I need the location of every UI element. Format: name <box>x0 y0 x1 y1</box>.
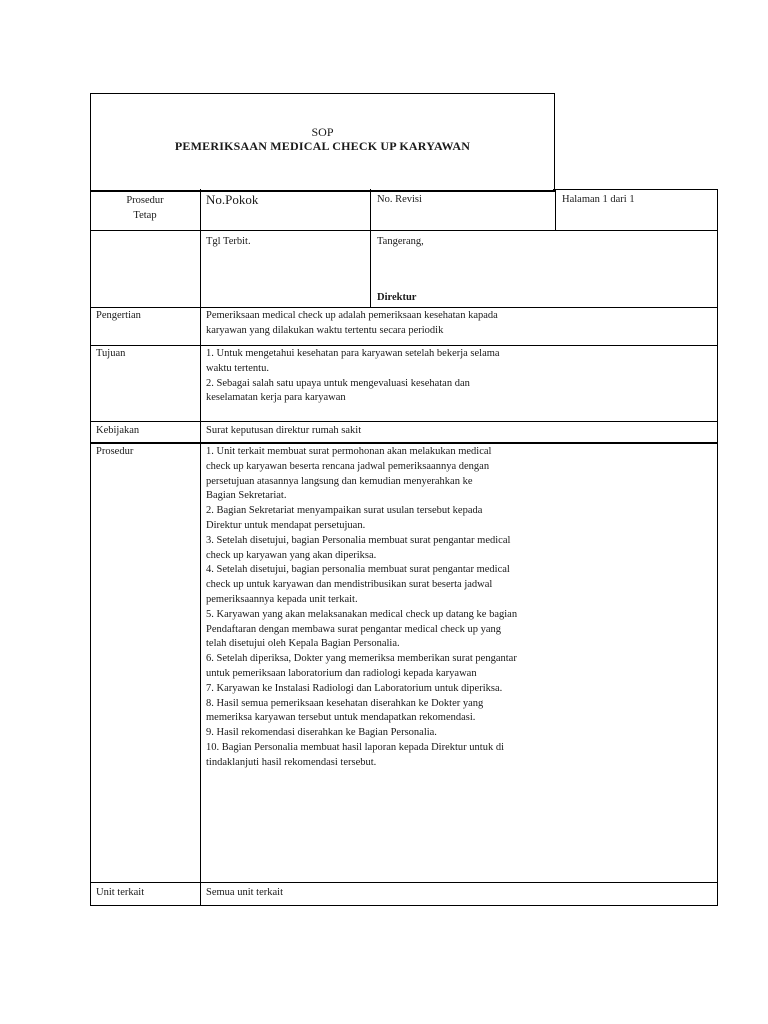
no-pokok-label: No.Pokok <box>206 192 259 207</box>
prosedur-text: 1. Unit terkait membuat surat permohonan akan melakukan medical check up karyawan beserta rencana jadwal pemeriksaannya dengan persetujuan atasannya langsung dan kemudian menyerahkan ke Bagian Sekretariat. 2. Bagian Sekretariat menyampaikan surat usulan tersebut kepada Direktur untuk mendapat persetujuan. 3. Setelah disetujui, bagian Personalia membuat surat pengantar medical check up karyawan yang akan diperiksa. 4. Setelah disetujui, bagian personalia membuat surat pengantar medical check up untuk karyawan dan mendistribusikan surat beserta jadwal pemeriksaannya kepada unit terkait. 5. Karyawan yang akan melaksanakan medical check up datang ke bagian Pendaftaran dengan membawa surat pengantar medical check up yang telah disetujui oleh Kepala Bagian Personalia. 6. Setelah diperiksa, Dokter yang memeriksa memberikan surat pengantar untuk pemeriksaan laboratorium dan radiologi kepada karyawan 7. Karyawan ke Instalasi Radiologi dan Laboratorium untuk diperiksa. 8. Hasil semua pemeriksaan kesehatan diserahkan ke Dokter yang memeriksa karyawan tersebut untuk mendapatkan rekomendasi. 9. Hasil rekomendasi diserahkan ke Bagian Personalia. 10. Bagian Personalia membuat hasil laporan kepada Direktur untuk di tindaklanjuti hasil rekomendasi tersebut. <box>206 446 518 768</box>
kebijakan-text: Surat keputusan direktur rumah sakit <box>206 425 362 436</box>
row-line <box>553 189 718 190</box>
tangerang-label: Tangerang, <box>377 236 424 247</box>
kebijakan-label: Kebijakan <box>96 425 140 436</box>
col-line <box>555 189 556 231</box>
row-line <box>90 442 718 444</box>
row-line <box>90 307 718 308</box>
row-line <box>90 345 718 346</box>
row-line <box>90 905 718 906</box>
direktur-label: Direktur <box>377 292 417 303</box>
pengertian-label: Pengertian <box>96 310 141 321</box>
pengertian-text: Pemeriksaan medical check up adalah pemeriksaan kesehatan kapada karyawan yang dilakukan waktu tertentu secara periodik <box>206 310 498 336</box>
row-line <box>90 421 718 422</box>
prosedur-label: Prosedur <box>96 446 134 457</box>
document-title: PEMERIKSAAN MEDICAL CHECK UP KARYAWAN <box>174 139 471 153</box>
halaman-label: Halaman 1 dari 1 <box>562 194 635 205</box>
row-line <box>90 882 718 883</box>
col-line <box>717 189 718 906</box>
unit-terkait-label: Unit terkait <box>96 887 145 898</box>
col-line <box>370 189 371 307</box>
no-revisi-label: No. Revisi <box>377 194 422 205</box>
tujuan-text: 1. Untuk mengetahui kesehatan para karyawan setelah bekerja selama waktu tertentu. 2. Sebagai salah satu upaya untuk mengevaluasi kesehatan dan keselamatan kerja para karyawan <box>206 348 500 404</box>
unit-terkait-text: Semua unit terkait <box>206 887 283 898</box>
document-type: SOP <box>311 125 334 139</box>
col-line <box>200 189 201 906</box>
row-line <box>90 230 718 231</box>
tujuan-label: Tujuan <box>96 348 126 359</box>
col-line <box>90 189 91 906</box>
prosedur-tetap-label: Prosedur Tetap <box>126 195 164 221</box>
tgl-terbit-label: Tgl Terbit. <box>206 236 251 247</box>
